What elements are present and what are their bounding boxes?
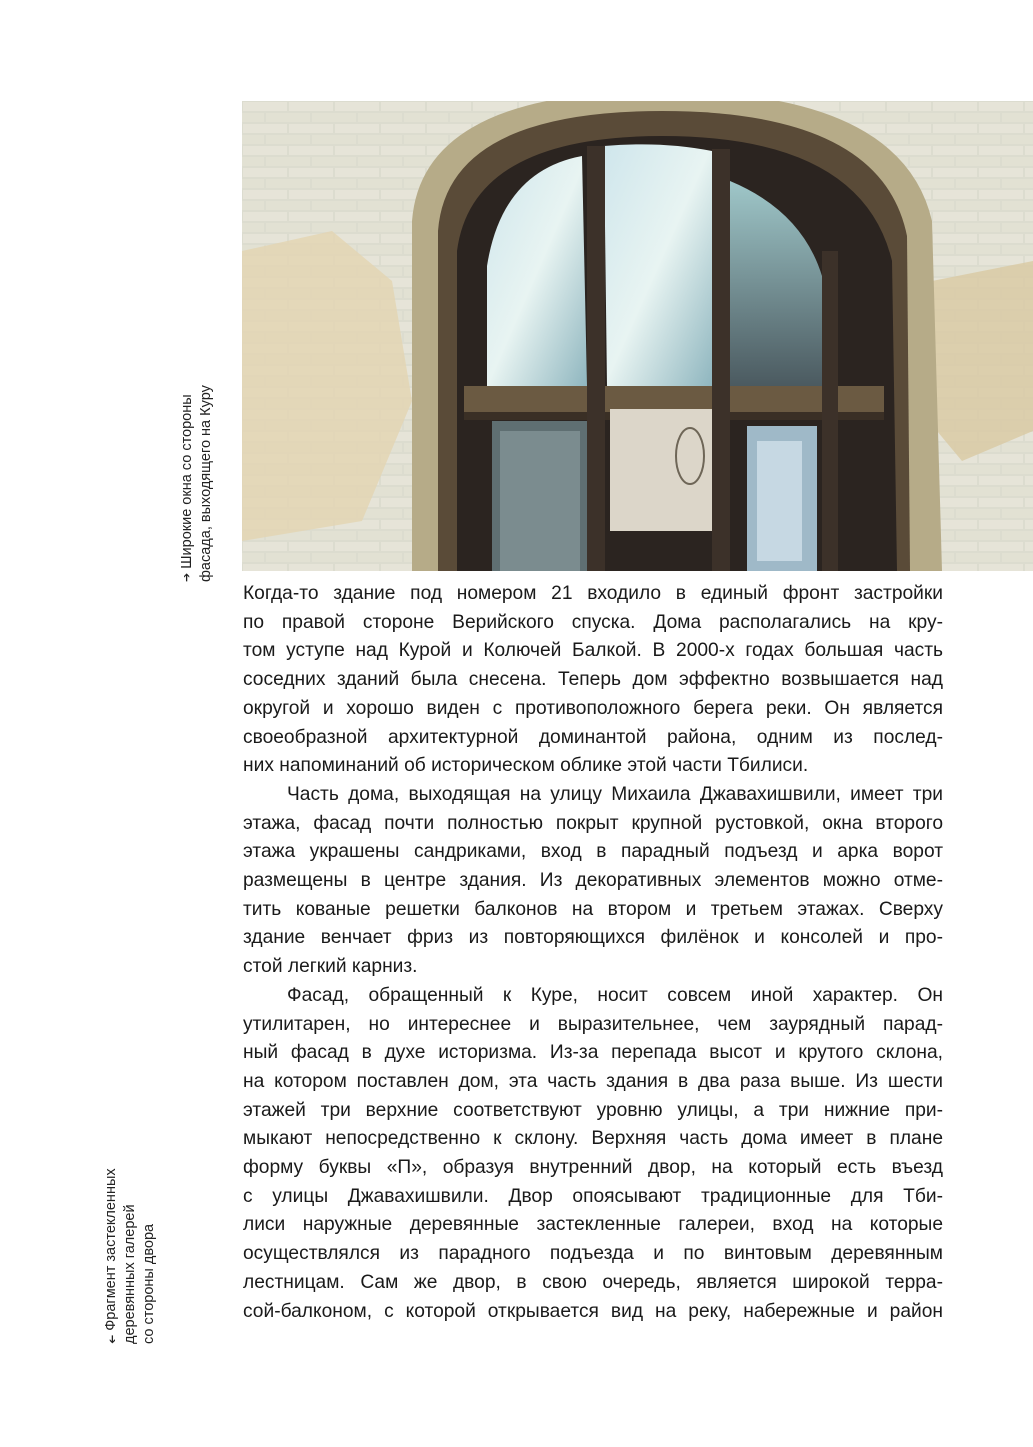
photo-caption-top: ➔ Широкие окна со стороны фасада, выходящего на Куру [179,385,214,582]
paragraph-2: Часть дома, выходящая на улицу Михаила Джавахишвили, имеет три этажа, фасад почти полностью покрыт крупной рустовкой, окна второго этажа украшены сандриками, вход в парадный подъезд и арка ворот размещены в центре здания. Из декоративных элементов можно отме- тить кованые решетки балконов на втором и третьем этажах. Сверху здание венчает фриз из повторяющихся филёнок и консолей и про- стой легкий карниз. [243,783,943,978]
building-window-photo [242,101,1033,571]
photo-caption-bottom: ➔ Фрагмент застекленных деревянных галерей со стороны двора [103,1168,157,1344]
article-body [243,580,943,1326]
arrow-down-icon: ➔ [181,572,193,582]
paragraph-1: Когда-то здание под номером 21 входило в единый фронт застройки по правой стороне Верийского спуска. Дома располагались на кру- том уступе над Курой и Колючей Балкой. В 2000-х годах большая часть соседних зданий была снесена. Теперь дом эффектно возвышается над округой и хорошо виден с противоположного берега реки. Он является своеобразной архитектурной доминантой района, одним из послед- них напоминаний об историческом облике этой части Тбилиси. [243,583,943,777]
paragraph-3: Фасад, обращенный к Куре, носит совсем иной характер. Он утилитарен, но интереснее и выразительнее, чем заурядный парад- ный фасад в духе историзма. Из-за перепада высот и крутого склона, на котором поставлен дом, эта часть здания в два раза выше. Из шести этажей три верхние соответствуют уровню улицы, а три нижние при- мыкают непосредственно к склону. Верхняя часть дома имеет в плане форму буквы «П», образуя внутренний двор, на который есть въезд с улицы Джавахишвили. Двор опоясывают традиционные для Тби- лиси наружные деревянные застекленные галереи, вход на которые осуществлялся из парадного подъезда и по винтовым деревянным лестницам. Сам же двор, в свою очередь, является широкой терра- сой-балконом, с которой открывается вид на реку, набережные и район [243,984,943,1322]
arrow-up-icon: ➔ [106,1334,118,1344]
window-arch-icon [242,101,1033,571]
